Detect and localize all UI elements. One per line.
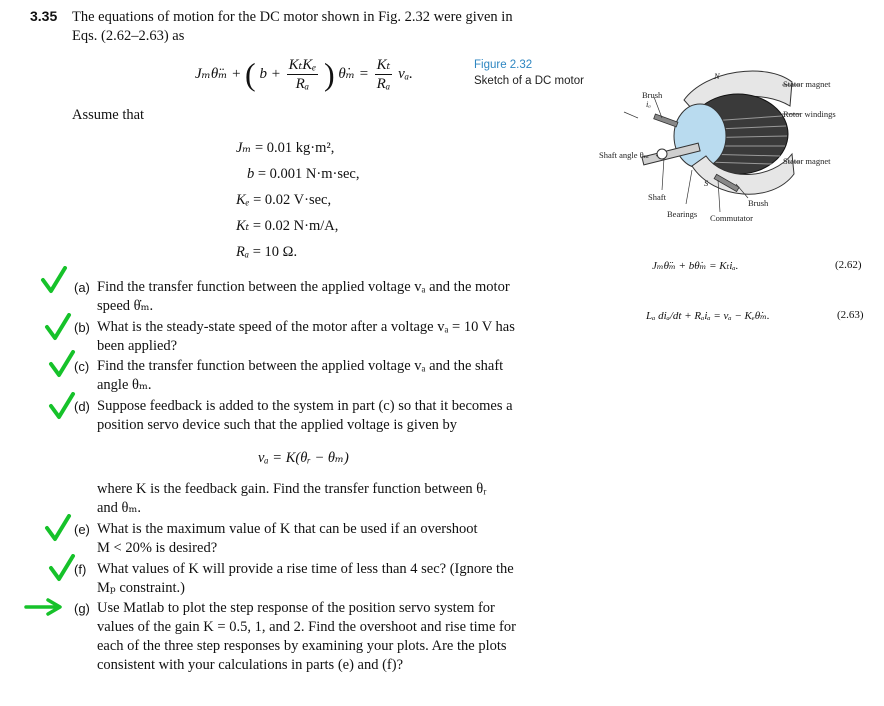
label-brush-top: Brush [642, 90, 663, 100]
check-icon-a [40, 266, 68, 296]
part-c-text [97, 357, 529, 395]
assume-text: Assume that [72, 107, 145, 123]
eq-frac-2-num: Kₜ [376, 57, 391, 73]
part-c-line-1: Find the transfer function between the applied voltage vₐ and the shaft [97, 358, 504, 374]
shaft-angle-marker [657, 149, 667, 159]
part-g-line-4: consistent with your calculations in parts (e) and (f)? [97, 657, 404, 673]
part-e-text [97, 520, 529, 558]
label-shaft-angle: Shaft angle θₘ [599, 150, 649, 160]
label-shaft: Shaft [648, 192, 666, 202]
dc-motor-figure [596, 62, 884, 232]
eq-paren-open: ( [245, 56, 256, 92]
check-icon-b [44, 313, 72, 343]
part-g-line-1: Use Matlab to plot the step response of the position servo system for [97, 600, 495, 616]
part-b-text [97, 318, 529, 356]
param-kt-rhs: = 0.02 N·m/A, [252, 218, 339, 234]
part-d-after-line-1: where K is the feedback gain. Find the transfer function between θᵣ [97, 481, 487, 497]
eq-frac-1-num: KₜKₑ [288, 57, 317, 73]
part-f-line-1: What values of K will provide a rise time of less than 4 sec? (Ignore the [97, 561, 514, 577]
main-equation [195, 56, 413, 93]
part-b-line-2: been applied? [97, 338, 178, 354]
param-kt-lhs: Kₜ [236, 218, 250, 234]
label-stator-bottom: Stator magnet [783, 156, 831, 166]
part-a-line-2: speed θ̇ₘ. [97, 298, 154, 314]
part-e-line-1: What is the maximum value of K that can be used if an overshoot [97, 521, 478, 537]
part-d-equation: vₐ = K(θᵣ − θₘ) [258, 450, 349, 466]
part-b-line-1: What is the steady-state speed of the motor after a voltage vₐ = 10 V has [97, 319, 515, 335]
param-jm-rhs: = 0.01 kg·m², [254, 140, 335, 156]
param-ke-rhs: = 0.02 V·sec, [253, 192, 332, 208]
eq-b-plus: b + [259, 65, 281, 82]
part-g-line-2: values of the gain K = 0.5, 1, and 2. Find the overshoot and rise time for [97, 619, 516, 635]
eq-rhs-tail: vₐ. [398, 65, 413, 82]
label-brush-bottom: Brush [748, 198, 769, 208]
param-jm-lhs: Jₘ [236, 140, 252, 156]
side-eq-2-62-number: (2.62) [835, 259, 862, 271]
check-icon-f [48, 554, 76, 584]
part-d-label: (d) [74, 399, 90, 414]
arrow-icon-g [24, 598, 64, 616]
eq-paren-close: ) [323, 56, 335, 92]
rotor-front-face [674, 104, 726, 168]
part-f-text [97, 560, 529, 598]
part-b-label: (b) [74, 320, 90, 335]
label-rotor: Rotor windings [783, 109, 836, 119]
param-ra-lhs: Rₐ [236, 244, 250, 260]
part-d-after-line-2: and θₘ. [97, 500, 142, 516]
param-ke [236, 192, 331, 209]
param-b-lhs: b [247, 166, 255, 182]
label-bearings: Bearings [667, 209, 698, 219]
figure-caption-title: Figure 2.32 [474, 59, 533, 71]
part-e-label: (e) [74, 522, 90, 537]
param-ke-lhs: Kₑ [236, 192, 250, 208]
part-d-text [97, 397, 529, 435]
check-icon-e [44, 514, 72, 544]
part-f-line-2: Mₚ constraint.) [97, 580, 185, 596]
eq-lhs: Jₘθ̈ₘ + [195, 65, 242, 82]
eq-mid: θ̇ₘ = [338, 65, 369, 82]
figure-caption-sub: Sketch of a DC motor [474, 75, 584, 87]
param-kt [236, 218, 338, 235]
part-d-line-2: position servo device such that the applied voltage is given by [97, 417, 458, 433]
part-d-after [97, 480, 529, 518]
problem-number: 3.35 [30, 8, 58, 24]
part-a-text [97, 278, 529, 316]
side-eq-2-63: Lₐ diₐ/dt + Rₐiₐ = vₐ − Kₑθ̇ₘ. [646, 310, 770, 322]
part-c-label: (c) [74, 359, 90, 374]
label-s: S [704, 178, 709, 188]
param-b [247, 166, 359, 183]
part-g-line-3: each of the three step responses by examining your plots. Are the plots [97, 638, 507, 654]
brush-top-shape [654, 114, 678, 127]
problem-intro [72, 8, 532, 46]
label-stator-top: Stator magnet [783, 79, 831, 89]
side-eq-2-62: Jₘθ̈ₘ + bθ̇ₘ = Kₜiₐ. [652, 260, 739, 272]
eq-frac-2-den: Rₐ [376, 76, 391, 92]
part-f-label: (f) [74, 562, 87, 577]
param-b-rhs: = 0.001 N·m·sec, [257, 166, 360, 182]
part-a-label: (a) [74, 280, 90, 295]
intro-line-1: The equations of motion for the DC motor shown in Fig. 2.32 were given in [72, 9, 513, 25]
part-e-line-2: M < 20% is desired? [97, 540, 218, 556]
param-jm [236, 140, 334, 157]
eq-frac-2 [375, 56, 393, 93]
part-c-line-2: angle θₘ. [97, 377, 152, 393]
figure-caption [474, 57, 584, 89]
label-ia: iₐ [646, 99, 651, 109]
eq-frac-1 [287, 56, 319, 93]
label-n: N [714, 71, 720, 81]
label-commutator: Commutator [710, 213, 753, 223]
part-g-label: (g) [74, 601, 90, 616]
side-eq-2-63-number: (2.63) [837, 309, 864, 321]
param-ra [236, 244, 297, 261]
part-d-line-1: Suppose feedback is added to the system in part (c) so that it becomes a [97, 398, 513, 414]
intro-line-2: Eqs. (2.62–2.63) as [72, 28, 185, 44]
check-icon-d [48, 392, 76, 422]
check-icon-c [48, 350, 76, 380]
eq-frac-1-den: Rₐ [295, 76, 310, 92]
part-a-line-1: Find the transfer function between the applied voltage vₐ and the motor [97, 279, 510, 295]
part-g-text [97, 599, 529, 675]
param-ra-rhs: = 10 Ω. [252, 244, 298, 260]
